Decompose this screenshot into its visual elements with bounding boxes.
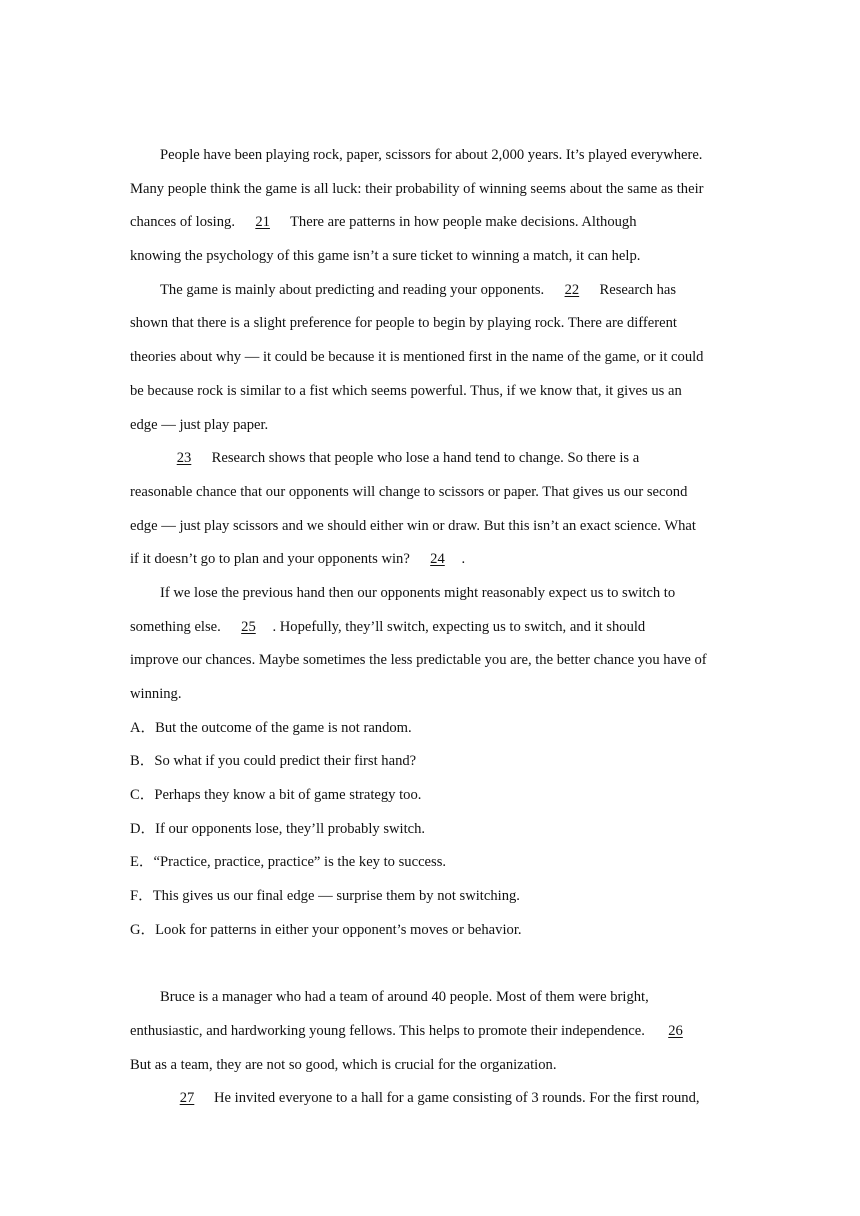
text-line: 27 He invited everyone to a hall for a game consisting of 3 rounds. For the first round,: [130, 1082, 732, 1116]
text-line: Bruce is a manager who had a team of around 40 people. Most of them were bright,: [160, 989, 649, 1006]
option-b: B．So what if you could predict their first hand?: [130, 753, 417, 770]
text-line: If we lose the previous hand then our opponents might reasonably expect us to switch to: [160, 584, 676, 601]
answer-options: [130, 712, 732, 948]
blank-22[interactable]: 22: [564, 281, 580, 298]
text-line: enthusiastic, and hardworking young fellows. This helps to promote their independence. 26: [130, 1015, 732, 1049]
text-line: But as a team, they are not so good, which is crucial for the organization.: [130, 1056, 557, 1073]
blank-24[interactable]: 24: [430, 551, 445, 568]
option-e: E．“Practice, practice, practice” is the key to success.: [130, 854, 447, 871]
passage-team-manager: [130, 981, 732, 1116]
option-d: D．If our opponents lose, they’ll probably switch.: [130, 820, 426, 837]
blank-23[interactable]: 23: [176, 450, 192, 467]
text-line: chances of losing. 21 There are patterns in how people make decisions. Although: [130, 206, 732, 240]
passage-rock-paper-scissors: [130, 139, 732, 948]
text-line: knowing the psychology of this game isn’t a sure ticket to winning a match, it can help.: [130, 248, 641, 265]
text-line: if it doesn’t go to plan and your opponents win? 24 .: [130, 543, 732, 577]
text-line: be because rock is similar to a fist which seems powerful. Thus, if we know that, it gives us an: [130, 382, 682, 399]
text-line: improve our chances. Maybe sometimes the less predictable you are, the better chance you have of: [130, 652, 707, 669]
blank-27[interactable]: 27: [179, 1090, 195, 1107]
section-gap: [130, 948, 732, 982]
text-line: Many people think the game is all luck: their probability of winning seems about the same as their: [130, 180, 704, 197]
text-line: 23 Research shows that people who lose a hand tend to change. So there is a: [130, 442, 732, 476]
option-g: G．Look for patterns in either your opponent’s moves or behavior.: [130, 921, 522, 938]
document-content: [130, 139, 732, 1116]
option-a: A．But the outcome of the game is not random.: [130, 719, 412, 736]
option-f: F．This gives us our final edge — surprise them by not switching.: [130, 888, 520, 905]
blank-25[interactable]: 25: [241, 618, 256, 635]
option-c: C．Perhaps they know a bit of game strategy too.: [130, 787, 422, 804]
text-line: People have been playing rock, paper, scissors for about 2,000 years. It’s played everywhere.: [160, 147, 703, 163]
blank-21[interactable]: 21: [255, 214, 270, 231]
text-line: shown that there is a slight preference for people to begin by playing rock. There are different: [130, 315, 677, 332]
text-line: The game is mainly about predicting and reading your opponents. 22 Research has: [130, 274, 732, 308]
text-line: reasonable chance that our opponents will change to scissors or paper. That gives us our second: [130, 483, 688, 500]
blank-26[interactable]: 26: [668, 1022, 683, 1039]
text-line: something else. 25 . Hopefully, they’ll switch, expecting us to switch, and it should: [130, 611, 732, 645]
text-line: winning.: [130, 686, 182, 702]
text-line: edge — just play paper.: [130, 416, 269, 433]
text-line: theories about why — it could be because it is mentioned first in the name of the game, or it could: [130, 349, 704, 366]
text-line: edge — just play scissors and we should either win or draw. But this isn’t an exact science. What: [130, 517, 696, 534]
